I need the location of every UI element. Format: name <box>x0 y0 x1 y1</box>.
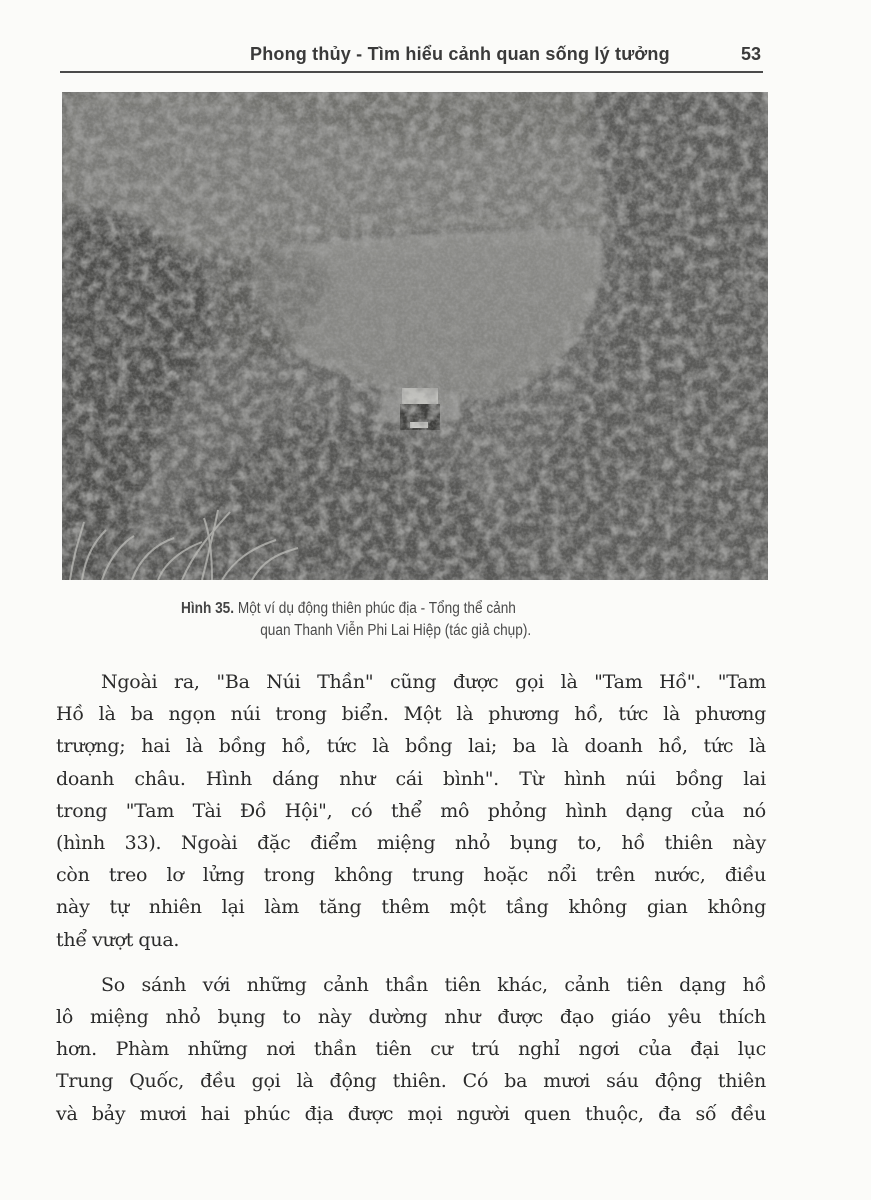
text-line: Hồ là ba ngọn núi trong biển. Một là phương hồ, tức là phương <box>56 703 766 726</box>
text-line: trượng; hai là bồng hồ, tức là bồng lai; ba là doanh hồ, tức là <box>56 735 766 758</box>
text-line: còn treo lơ lửng trong không trung hoặc nổi trên nước, điều <box>56 864 766 887</box>
caption-line-2: quan Thanh Viễn Phi Lai Hiệp (tác giả chụp). <box>260 622 532 639</box>
caption-line-1: Một ví dụ động thiên phúc địa - Tổng thể cảnh <box>237 600 516 617</box>
text-line: (hình 33). Ngoài đặc điểm miệng nhỏ bụng to, hồ thiên này <box>56 832 766 855</box>
figure-photo <box>62 92 768 580</box>
header-title: Phong thủy - Tìm hiểu cảnh quan sống lý tưởng <box>250 44 670 64</box>
lake-landscape-image <box>62 92 768 580</box>
running-header <box>60 40 763 73</box>
text-line: và bảy mươi hai phúc địa được mọi người quen thuộc, đa số đều <box>56 1102 766 1125</box>
caption-label: Hình 35. <box>181 600 235 617</box>
text-line: thể vượt qua. <box>56 928 180 951</box>
body-text <box>56 666 766 1130</box>
figure-caption <box>181 598 674 642</box>
text-line: doanh châu. Hình dáng như cái bình". Từ hình núi bồng lai <box>56 767 766 790</box>
text-line: trong "Tam Tài Đồ Hội", có thể mô phỏng hình dạng của nó <box>56 799 766 822</box>
text-line: Ngoài ra, "Ba Núi Thần" cũng được gọi là "Tam Hồ". "Tam <box>101 671 766 693</box>
text-line: So sánh với những cảnh thần tiên khác, cảnh tiên dạng hồ <box>101 973 766 996</box>
text-line: lô miệng nhỏ bụng to này dường như được đạo giáo yêu thích <box>56 1006 766 1029</box>
page-number: 53 <box>740 44 761 64</box>
paragraph-2 <box>56 969 766 1130</box>
paragraph-1 <box>56 666 766 956</box>
text-line: này tự nhiên lại làm tăng thêm một tầng không gian không <box>56 896 766 919</box>
text-line: Trung Quốc, đều gọi là động thiên. Có ba mươi sáu động thiên <box>56 1070 766 1093</box>
text-line: hơn. Phàm những nơi thần tiên cư trú nghỉ ngơi của đại lục <box>56 1038 766 1061</box>
